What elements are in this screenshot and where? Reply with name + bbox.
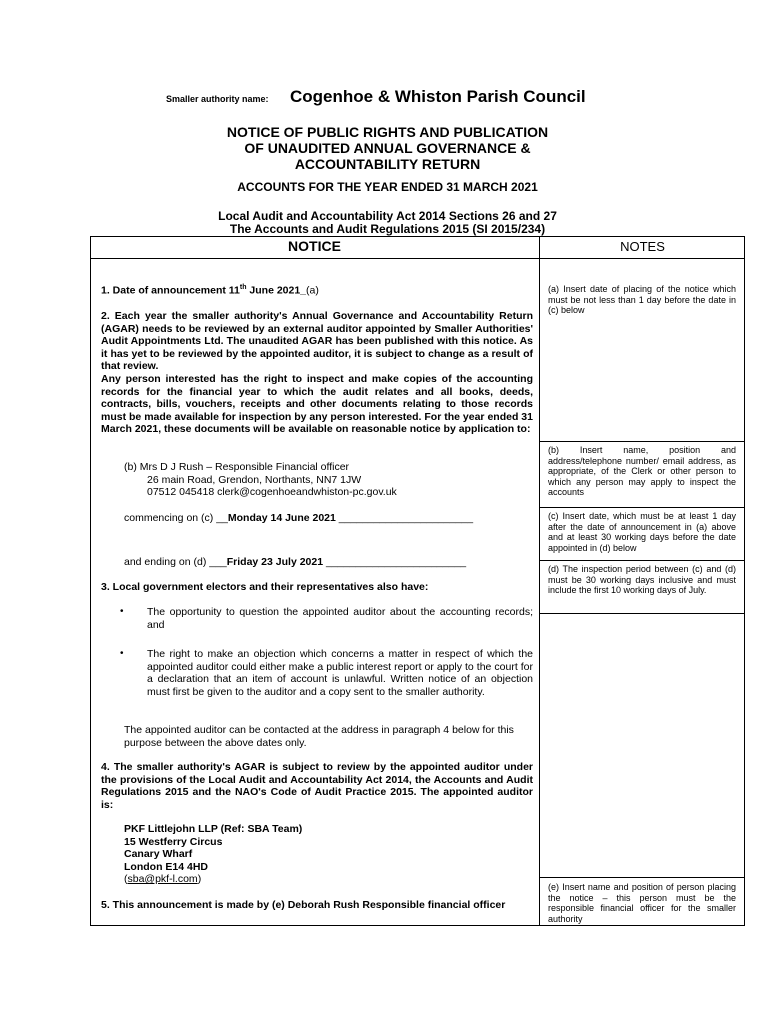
address-line-1: PKF Littlejohn LLP (Ref: SBA Team) — [124, 823, 303, 835]
address-line-3: Canary Wharf — [124, 848, 193, 860]
ending-date — [124, 556, 466, 568]
notes-heading: NOTES — [620, 239, 665, 254]
note-e-divider — [539, 877, 745, 878]
column-divider — [539, 236, 540, 926]
auditor-address — [124, 823, 302, 886]
contact-line-3: 07512 045418 clerk@cogenhoeandwhiston-pc.gov.uk — [147, 486, 397, 498]
auditor-contact-note: The appointed auditor can be contacted at the address in paragraph 4 below for this purpose between the above dates only. — [124, 724, 514, 749]
note-b-divider — [539, 441, 745, 442]
commencing-blank: _______________________ — [335, 512, 474, 524]
commencing-date — [124, 512, 473, 524]
contact-line-1: (b) Mrs D J Rush – Responsible Financial officer — [124, 461, 350, 473]
paren-open: ( — [124, 873, 128, 885]
p1-ref: (a) — [306, 284, 319, 297]
paragraph-2: 2. Each year the smaller authority's Annual Governance and Accountability Return (AGAR) needs to be reviewed by an external auditor appointed by Smaller Authorities' Audit Appointments Ltd. The unaudited AGAR has been published with this notice. As it has yet to be reviewed by the appointed auditor, it is subject to change as a result of that review. — [101, 310, 533, 372]
p1-text: 1. Date of announcement 11 — [101, 284, 240, 297]
paragraph-5: 5. This announcement is made by (e) Deborah Rush Responsible financial officer — [101, 899, 506, 911]
ending-value: Friday 23 July 2021 — [226, 556, 324, 568]
note-d-bottom-divider — [539, 613, 745, 614]
contact-block — [124, 461, 397, 499]
commencing-label: commencing on (c) __ — [124, 512, 228, 524]
legislation-line-1: Local Audit and Accountability Act 2014 Sections 26 and 27 — [218, 209, 557, 223]
paragraph-1 — [101, 282, 533, 297]
title-line-3: ACCOUNTABILITY RETURN — [294, 156, 481, 172]
ending-label: and ending on (d) ___ — [124, 556, 227, 568]
bullet-1: The opportunity to question the appointed auditor about the accounting records; and — [147, 606, 533, 631]
p1-date: June 2021_ — [246, 284, 307, 297]
bullet-1-marker: • — [120, 606, 124, 617]
paragraph-4: 4. The smaller authority's AGAR is subject to review by the appointed auditor under the provisions of the Local Audit and Accountability Act 2014, the Accounts and Audit Regulations 2015 and the NAO's Code of Audit Practice 2015. The appointed auditor is: — [101, 761, 533, 811]
document-title — [150, 124, 625, 172]
address-line-4: London E14 4HD — [124, 860, 209, 873]
note-e: (e) Insert name and position of person placing the notice – this person must be the responsible financial officer for the smaller authority — [548, 882, 736, 924]
commencing-value: Monday 14 June 2021 — [227, 512, 336, 524]
note-a: (a) Insert date of placing of the notice which must be not less than 1 day before the date in (c) below — [548, 284, 736, 315]
paren-close: ) — [197, 873, 202, 885]
contact-line-2: 26 main Road, Grendon, Northants, NN7 1JW — [147, 473, 362, 486]
bullet-2-marker: • — [120, 648, 124, 659]
authority-name-label: Smaller authority name: — [166, 94, 269, 104]
note-c-divider — [539, 507, 745, 508]
address-line-2: 15 Westferry Circus — [124, 835, 223, 848]
legislation — [150, 210, 625, 236]
address-line-5 — [124, 873, 302, 886]
note-b: (b) Insert name, position and address/telephone number/ email address, as appropriate, of the Clerk or other person to which any person may apply to inspect the accounts — [548, 445, 736, 497]
legislation-line-2: The Accounts and Audit Regulations 2015 (SI 2015/234) — [229, 222, 546, 236]
note-c: (c) Insert date, which must be at least 1 day after the date of announcement in (a) above and at least 30 working days before the date appointed in (d) below — [548, 511, 736, 553]
title-line-1: NOTICE OF PUBLIC RIGHTS AND PUBLICATION — [226, 124, 549, 140]
notice-heading: NOTICE — [288, 238, 341, 254]
bullet-2: The right to make an objection which concerns a matter in respect of which the appointed auditor could either make a public interest report or apply to the court for a declaration that an item of account is unlawful. Written notice of an objection must first be given to the auditor and a copy sent to the smaller authority. — [147, 648, 533, 698]
note-d-divider — [539, 560, 745, 561]
note-d: (d) The inspection period between (c) and (d) must be 30 working days inclusive and must include the first 10 working days of July. — [548, 564, 736, 595]
ending-blank: ________________________ — [323, 556, 467, 568]
title-line-2: OF UNAUDITED ANNUAL GOVERNANCE & — [244, 140, 531, 156]
p1-sup: th — [239, 284, 247, 291]
header-divider — [90, 258, 745, 259]
accounts-year: ACCOUNTS FOR THE YEAR ENDED 31 MARCH 2021 — [237, 180, 538, 194]
authority-name: Cogenhoe & Whiston Parish Council — [290, 87, 586, 106]
paragraph-3: 3. Local government electors and their representatives also have: — [101, 581, 429, 593]
paragraph-2b: Any person interested has the right to inspect and make copies of the accounting records for the financial year to which the audit relates and all books, deeds, contracts, bills, vouchers, receipts and other documents relating to those records must be made available for inspection by any person interested. For the year ended 31 March 2021, these documents will be available on reasonable notice by application to: — [101, 373, 533, 435]
auditor-email-link[interactable]: sba@pkf-l.com — [127, 873, 198, 885]
